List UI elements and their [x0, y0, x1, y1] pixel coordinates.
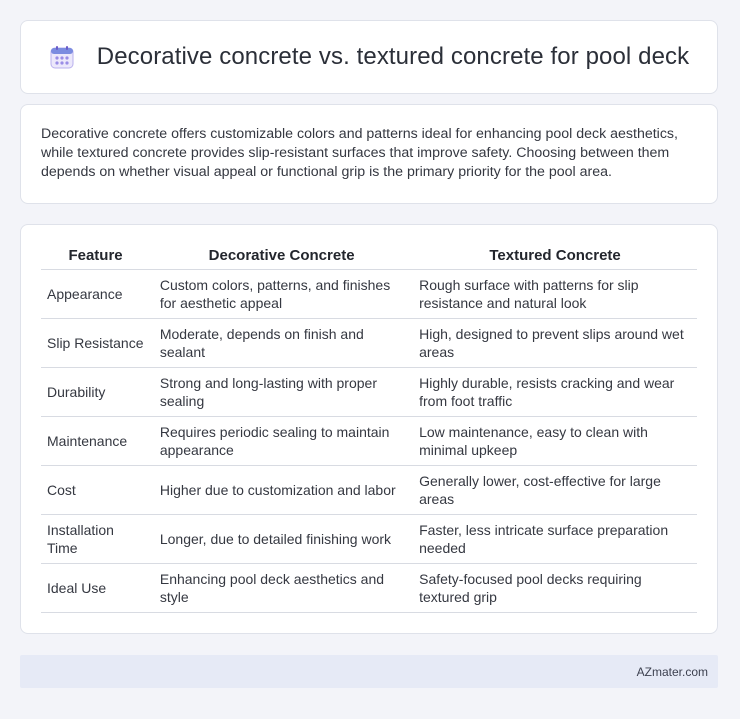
row-decorative: Requires periodic sealing to maintain appearance: [154, 417, 409, 466]
comparison-table: [41, 243, 697, 613]
row-textured: Highly durable, resists cracking and wear from foot traffic: [413, 368, 697, 417]
row-textured: Rough surface with patterns for slip resistance and natural look: [413, 270, 697, 319]
footer-brand: AZmater.com: [636, 664, 708, 679]
table-row: [41, 466, 697, 515]
header-decorative: Decorative Concrete: [154, 243, 409, 270]
row-feature: Appearance: [41, 270, 150, 319]
table-row: [41, 270, 697, 319]
row-textured: Safety-focused pool decks requiring textured grip: [413, 564, 697, 613]
table-row: [41, 368, 697, 417]
row-decorative: Higher due to customization and labor: [154, 466, 409, 515]
row-textured: Generally lower, cost-effective for large areas: [413, 466, 697, 515]
intro-card: [20, 104, 718, 204]
row-decorative: Strong and long-lasting with proper sealing: [154, 368, 409, 417]
table-row: [41, 515, 697, 564]
table-header-row: [41, 243, 697, 270]
title-card: [20, 20, 718, 94]
page-title: Decorative concrete vs. textured concrete for pool deck: [96, 43, 690, 70]
row-decorative: Custom colors, patterns, and finishes for aesthetic appeal: [154, 270, 409, 319]
calendar-icon: [49, 44, 75, 70]
row-textured: Low maintenance, easy to clean with minimal upkeep: [413, 417, 697, 466]
footer-bar: [20, 655, 718, 688]
header-textured: Textured Concrete: [413, 243, 697, 270]
table-row: [41, 319, 697, 368]
comparison-table-card: [20, 224, 718, 634]
row-feature: Maintenance: [41, 417, 150, 466]
row-feature: Installation Time: [41, 515, 150, 564]
row-decorative: Moderate, depends on finish and sealant: [154, 319, 409, 368]
row-textured: Faster, less intricate surface preparation needed: [413, 515, 697, 564]
intro-text: Decorative concrete offers customizable colors and patterns ideal for enhancing pool deck aesthetics, while textured concrete provides slip-resistant surfaces that improve safety. Choosing between them depends on whether visual appeal or functional grip is the primary priority for the pool area.: [41, 126, 678, 180]
header-feature: Feature: [41, 243, 150, 270]
table-row: [41, 564, 697, 613]
row-decorative: Longer, due to detailed finishing work: [154, 515, 409, 564]
row-decorative: Enhancing pool deck aesthetics and style: [154, 564, 409, 613]
row-feature: Durability: [41, 368, 150, 417]
row-feature: Slip Resistance: [41, 319, 150, 368]
table-row: [41, 417, 697, 466]
row-feature: Cost: [41, 466, 150, 515]
row-textured: High, designed to prevent slips around wet areas: [413, 319, 697, 368]
row-feature: Ideal Use: [41, 564, 150, 613]
